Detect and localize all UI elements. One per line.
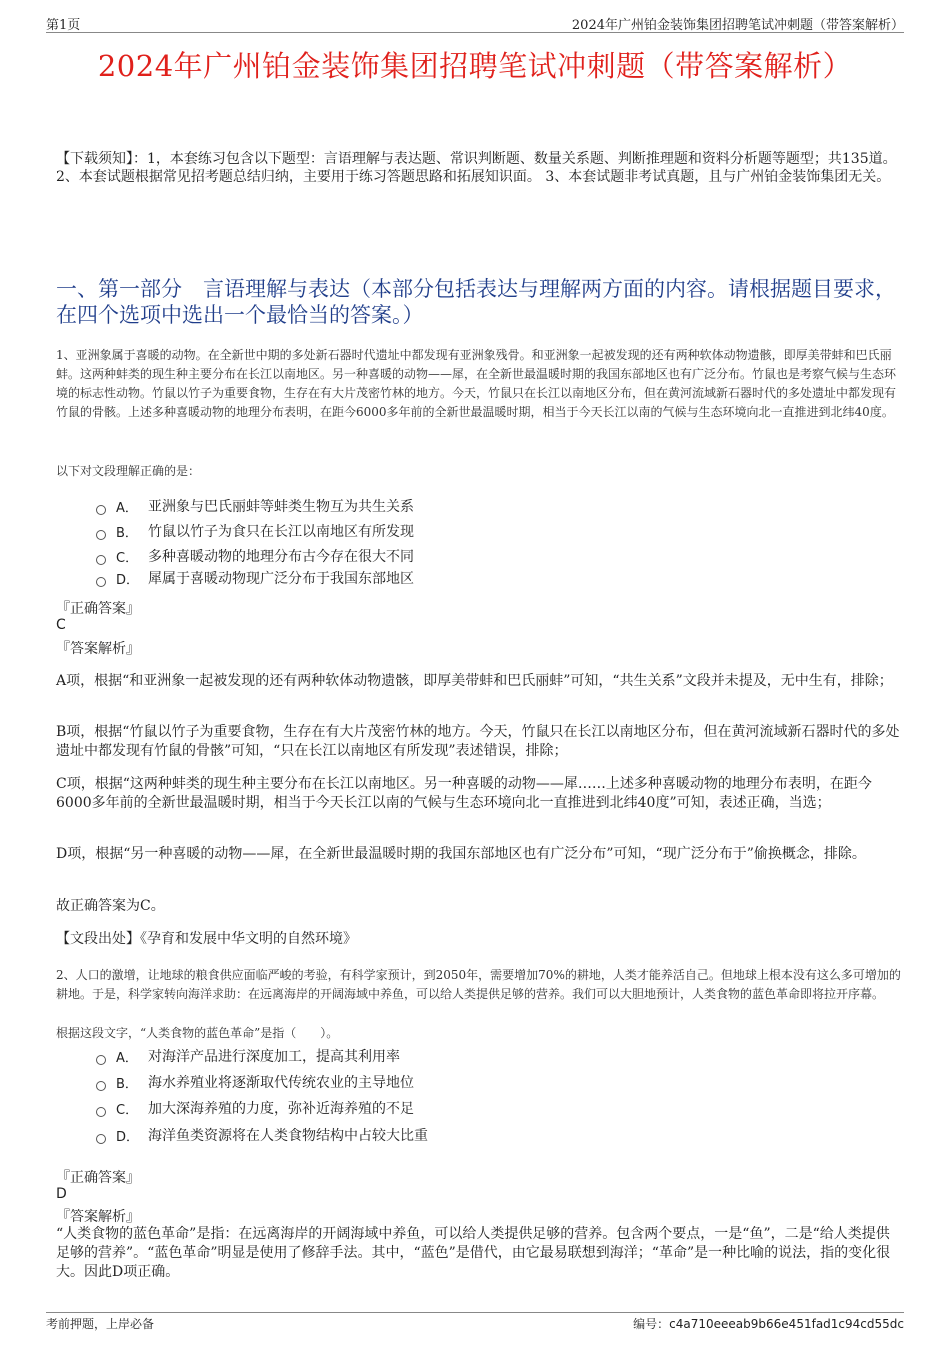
option-text: 海洋鱼类资源将在人类食物结构中占较大比重 xyxy=(148,1128,428,1144)
question-1-analysis-label: 『答案解析』 xyxy=(56,641,140,657)
question-1-option-d[interactable] xyxy=(96,568,414,588)
question-2-option-d[interactable] xyxy=(96,1125,428,1145)
running-header-title: 2024年广州铂金装饰集团招聘笔试冲刺题（带答案解析） xyxy=(571,18,904,33)
header-rule xyxy=(46,32,904,33)
question-1-analysis-b: B项，根据“竹鼠以竹子为重要食物，生存在有大片茂密竹林的地方。今天，竹鼠只在长江以南地区分布，但在黄河流域新石器时代的多处遗址中都发现有竹鼠的骨骸”可知，“只在长江以南地区有所发现”表述错误，排除； xyxy=(56,724,900,759)
option-letter: C． xyxy=(116,550,139,566)
question-1-option-a[interactable] xyxy=(96,496,414,516)
radio-icon[interactable] xyxy=(96,505,106,515)
question-2-analysis-label: 『答案解析』 xyxy=(56,1209,140,1225)
footer-slogan: 考前押题，上岸必备 xyxy=(46,1317,155,1331)
option-text: 亚洲象与巴氏丽蚌等蚌类生物互为共生关系 xyxy=(148,499,414,515)
option-letter: B． xyxy=(116,1076,138,1092)
question-2-analysis: “人类食物的蓝色革命”是指：在远离海岸的开阔海域中养鱼，可以给人类提供足够的营养。包含两个要点，一是“鱼”，二是“给人类提供足够的营养”。“蓝色革命”明显是使用了修辞手法。其中，“蓝色”是借代，由它最易联想到海洋；“革命”是一种比喻的说法，指的变化很大。因此D项正确。 xyxy=(56,1226,891,1280)
question-1-answer-label: 『正确答案』 xyxy=(56,601,140,617)
page-number: 第1页 xyxy=(46,18,81,33)
question-1-analysis-d: D项，根据“另一种喜暖的动物——犀，在全新世最温暖时期的我国东部地区也有广泛分布”可知，“现广泛分布于”偷换概念，排除。 xyxy=(56,846,866,862)
option-letter: D． xyxy=(116,572,140,588)
question-1-answer: C xyxy=(56,617,66,633)
option-text: 竹鼠以竹子为食只在长江以南地区有所发现 xyxy=(148,524,414,540)
option-letter: A． xyxy=(116,1050,138,1066)
question-1-source: 【文段出处】《孕育和发展中华文明的自然环境》 xyxy=(56,931,357,947)
option-text: 海水养殖业将逐渐取代传统农业的主导地位 xyxy=(148,1075,414,1091)
section-heading: 一、第一部分 言语理解与表达（本部分包括表达与理解两方面的内容。请根据题目要求，在四个选项中选出一个最恰当的答案。） xyxy=(56,277,896,327)
question-1-analysis-a: A项，根据“和亚洲象一起被发现的还有两种软体动物遗骸，即厚美带蚌和巴氏丽蚌”可知，“共生关系”文段并未提及，无中生有，排除； xyxy=(56,673,893,689)
radio-icon[interactable] xyxy=(96,1055,106,1065)
question-1-conclusion: 故正确答案为C。 xyxy=(56,898,165,914)
question-2-prompt: 根据这段文字，“人类食物的蓝色革命”是指（ ）。 xyxy=(56,1026,339,1040)
radio-icon[interactable] xyxy=(96,555,106,565)
option-letter: C． xyxy=(116,1102,139,1118)
question-2-option-b[interactable] xyxy=(96,1072,414,1092)
option-text: 多种喜暖动物的地理分布古今存在很大不同 xyxy=(148,549,414,565)
option-letter: B． xyxy=(116,525,138,541)
footer-rule xyxy=(46,1312,904,1313)
question-1-analysis-c: C项，根据“这两种蚌类的现生种主要分布在长江以南地区。另一种喜暖的动物——犀……上述多种喜暖动物的地理分布表明，在距今6000多年前的全新世最温暖时期，相当于今天长江以南的气候与生态环境向北一直推进到北纬40度”可知，表述正确，当选； xyxy=(56,776,872,811)
footer-document-id: 编号：c4a710eeeab9b66e451fad1c94cd55dc xyxy=(633,1317,904,1331)
question-1-option-b[interactable] xyxy=(96,521,414,541)
download-notice: 【下载须知】：1，本套练习包含以下题型：言语理解与表达题、常识判断题、数量关系题、判断推理题和资料分析题等题型；共135道。 2、本套试题根据常见招考题总结归纳，主要用于练习答题思路和拓展知识面。 3、本套试题非考试真题，且与广州铂金装饰集团无关。 xyxy=(56,151,897,185)
radio-icon[interactable] xyxy=(96,1134,106,1144)
radio-icon[interactable] xyxy=(96,530,106,540)
radio-icon[interactable] xyxy=(96,1107,106,1117)
radio-icon[interactable] xyxy=(96,1081,106,1091)
question-2-option-c[interactable] xyxy=(96,1098,414,1118)
question-1-text: 1、亚洲象属于喜暖的动物。在全新世中期的多处新石器时代遗址中都发现有亚洲象残骨。和亚洲象一起被发现的还有两种软体动物遗骸，即厚美带蚌和巴氏丽蚌。这两种蚌类的现生种主要分布在长江以南地区。另一种喜暖的动物——犀，在全新世最温暖时期的我国东部地区也有广泛分布。竹鼠也是考察气候与生态环境的标志性动物。竹鼠以竹子为重要食物，生存在有大片茂密竹林的地方。今天，竹鼠只在长江以南地区分布，但在黄河流域新石器时代的多处遗址中都发现有竹鼠的骨骸。上述多种喜暖动物的地理分布表明，在距今6000多年前的全新世最温暖时期，相当于今天长江以南的气候与生态环境向北一直推进到北纬40度。 xyxy=(56,348,897,419)
radio-icon[interactable] xyxy=(96,577,106,587)
question-1-option-c[interactable] xyxy=(96,546,414,566)
option-letter: D． xyxy=(116,1129,140,1145)
question-2-option-a[interactable] xyxy=(96,1046,400,1066)
option-text: 犀属于喜暖动物现广泛分布于我国东部地区 xyxy=(148,571,414,587)
option-letter: A． xyxy=(116,500,138,516)
question-2-answer: D xyxy=(56,1186,67,1202)
question-1-prompt: 以下对文段理解正确的是： xyxy=(56,464,201,478)
question-2-text: 2、人口的激增，让地球的粮食供应面临严峻的考验，有科学家预计，到2050年，需要增加70%的耕地，人类才能养活自己。但地球上根本没有这么多可增加的耕地。于是，科学家转向海洋求助：在远离海岸的开阔海域中养鱼，可以给人类提供足够的营养。我们可以大胆地预计，人类食物的蓝色革命即将拉开序幕。 xyxy=(56,968,901,1001)
option-text: 加大深海养殖的力度，弥补近海养殖的不足 xyxy=(148,1101,414,1117)
question-2-answer-label: 『正确答案』 xyxy=(56,1170,140,1186)
option-text: 对海洋产品进行深度加工，提高其利用率 xyxy=(148,1049,400,1065)
document-title: 2024年广州铂金装饰集团招聘笔试冲刺题（带答案解析） xyxy=(97,49,853,83)
